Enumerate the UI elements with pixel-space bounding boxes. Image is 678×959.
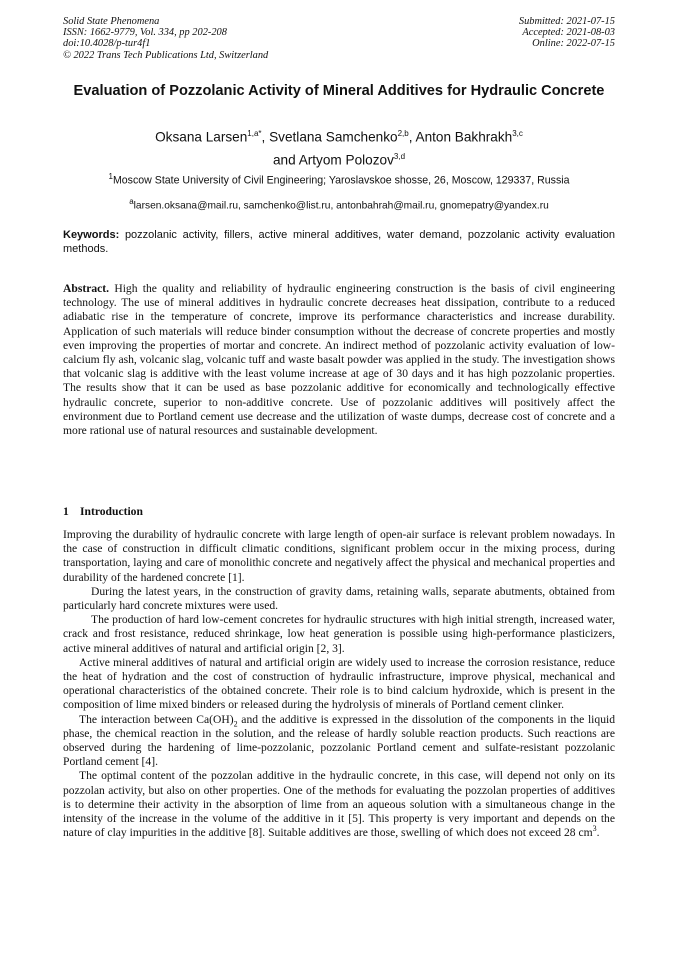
author-name: Svetlana Samchenko xyxy=(269,129,398,145)
abstract xyxy=(63,282,615,438)
author-name: Oksana Larsen xyxy=(155,129,248,145)
keywords xyxy=(63,228,615,257)
paragraph: Active mineral additives of natural and artificial origin are widely used to increase the corrosion resistance, reduce the heat of hydration and the cost of construction of hydraulic infrastructure, improve physical, mechanical and operational characteristics of the obtained concrete. Their role is to bind calcium hydroxide, which is present in the composition of lime mixed binders or released during the hydrolysis of minerals of Portland cement clinker. xyxy=(63,655,615,712)
affiliation: $^1$Moscow State University of Civil Engineering; Yaroslavskoe shosse, 26, Moscow, 129337, Russia xyxy=(108,172,570,187)
journal-info xyxy=(63,16,268,61)
paper-title: Evaluation of Pozzolanic Activity of Mineral Additives for Hydraulic Concrete xyxy=(73,83,605,99)
author-list: Oksana Larsen$^{1,a*}$, Svetlana Samchenko$^{2,b}$, Anton Bakhrakh$^{3,c}$ and Artyom Polozov$^{3,d}$ xyxy=(155,129,523,168)
keywords-text: pozzolanic activity, fillers, active mineral additives, water demand, pozzolanic activity evaluation methods. xyxy=(63,229,616,256)
paragraph: During the latest years, in the construction of gravity dams, retaining walls, separate abutments, obtained from particularly hard concrete mixtures were used. xyxy=(63,584,615,613)
journal-doi: doi:10.4028/p-tur4f1 xyxy=(63,38,151,50)
paragraph: The optimal content of the pozzolan additive in the hydraulic concrete, in this case, will depend not only on its pozzolan activity, but also on other properties. One of the methods for evaluating the pozzolan properties of additives is to determine their activity in the absorption of lime from an aqueous solution with a simultaneous change in the intensity of the increase in the volume of the additive in it [5]. This property is very important and depends on the nature of clay impurities in the additive [8]. Suitable additives are those, swelling of which does not exceed 28 $cm^3$. xyxy=(63,769,615,840)
section-heading xyxy=(63,505,143,518)
accepted-date: Accepted: 2021-08-03 xyxy=(522,27,615,39)
publication-dates xyxy=(519,16,615,50)
introduction-body xyxy=(63,528,615,840)
online-date: Online: 2022-07-15 xyxy=(532,38,615,50)
abstract-text: High the quality and reliability of hydraulic engineering construction is the basis of civil engineering technology. The use of mineral additives in hydraulic concrete decreases heat dissipation, contribute to a reduced adiabatic rise in the temperature of concrete, improve its performance characteristics and increase durability. Application of such materials will reduce binder consumption without the decrease of concrete properties and mostly even improving the properties of mortar and concrete. An indirect method of pozzolanic activity evaluation of low-calcium fly ash, volcanic slag, volcanic tuff and waste basalt powder was applied in the study. The investigation shows that volcanic slag is additive with the least volume increase at age of 30 days and it has high pozzolanic properties. The results show that it can be used as base pozzolanic additive for economically and technologically effective hydraulic concrete, superior to non-additive concrete. Use of pozzolanic additives will positively affect the environment due to Portland cement use decrease and the utilization of waste dumps, decrease cost of concrete and a more rational use of natural resources and sustainable development. xyxy=(63,282,615,438)
paragraph: The interaction between $Ca(OH)_2$ and the additive is expressed in the dissolution of the components in the liquid phase, the chemical reaction in the solution, and the release of hardly soluble reaction products. Such reactions are observed during the hardening of lime-pozzolanic, pozzolanic Portland cement and sulfate-resistant pozzolanic Portland cement [4]. xyxy=(63,712,616,769)
author-affiliation-mark: 3,c xyxy=(512,129,523,138)
section-title: Introduction xyxy=(80,505,143,518)
author-emails: $^a$larsen.oksana@mail.ru, samchenko@list.ru, antonbahrah@mail.ru, gnomepatry@yandex.ru xyxy=(129,197,549,212)
author-name: Anton Bakhrakh xyxy=(415,129,513,145)
keywords-label: Keywords: xyxy=(63,229,120,241)
author-affiliation-mark: 1,a* xyxy=(247,129,262,138)
journal-name: Solid State Phenomena xyxy=(63,16,160,27)
paragraph: Improving the durability of hydraulic concrete with large length of open-air surface is relevant problem nowadays. In the case of construction in difficult climatic conditions, significant problem occur in the mixing process, during transportation, laying and care of monolithic concrete and negatively affect the physical and mechanical properties and durability of the hardened concrete [1]. xyxy=(63,528,615,584)
abstract-label: Abstract. xyxy=(63,282,110,295)
journal-copyright: © 2022 Trans Tech Publications Ltd, Switzerland xyxy=(63,49,269,61)
submitted-date: Submitted: 2021-07-15 xyxy=(518,16,615,27)
paragraph: The production of hard low-cement concretes for hydraulic structures with high initial strength, increased water, crack and frost resistance, reduced shrinkage, low heat generation is possible using high-performance plasticizers, active mineral additives of natural and artificial origin [2, 3]. xyxy=(63,613,615,655)
author-affiliation-mark: 3,d xyxy=(393,151,406,161)
author-affiliation-mark: 2,b xyxy=(397,129,409,138)
journal-issn: ISSN: 1662-9779, Vol. 334, pp 202-208 xyxy=(63,27,227,39)
author-name: and Artyom Polozov xyxy=(272,152,394,168)
section-number: 1 xyxy=(63,505,69,518)
